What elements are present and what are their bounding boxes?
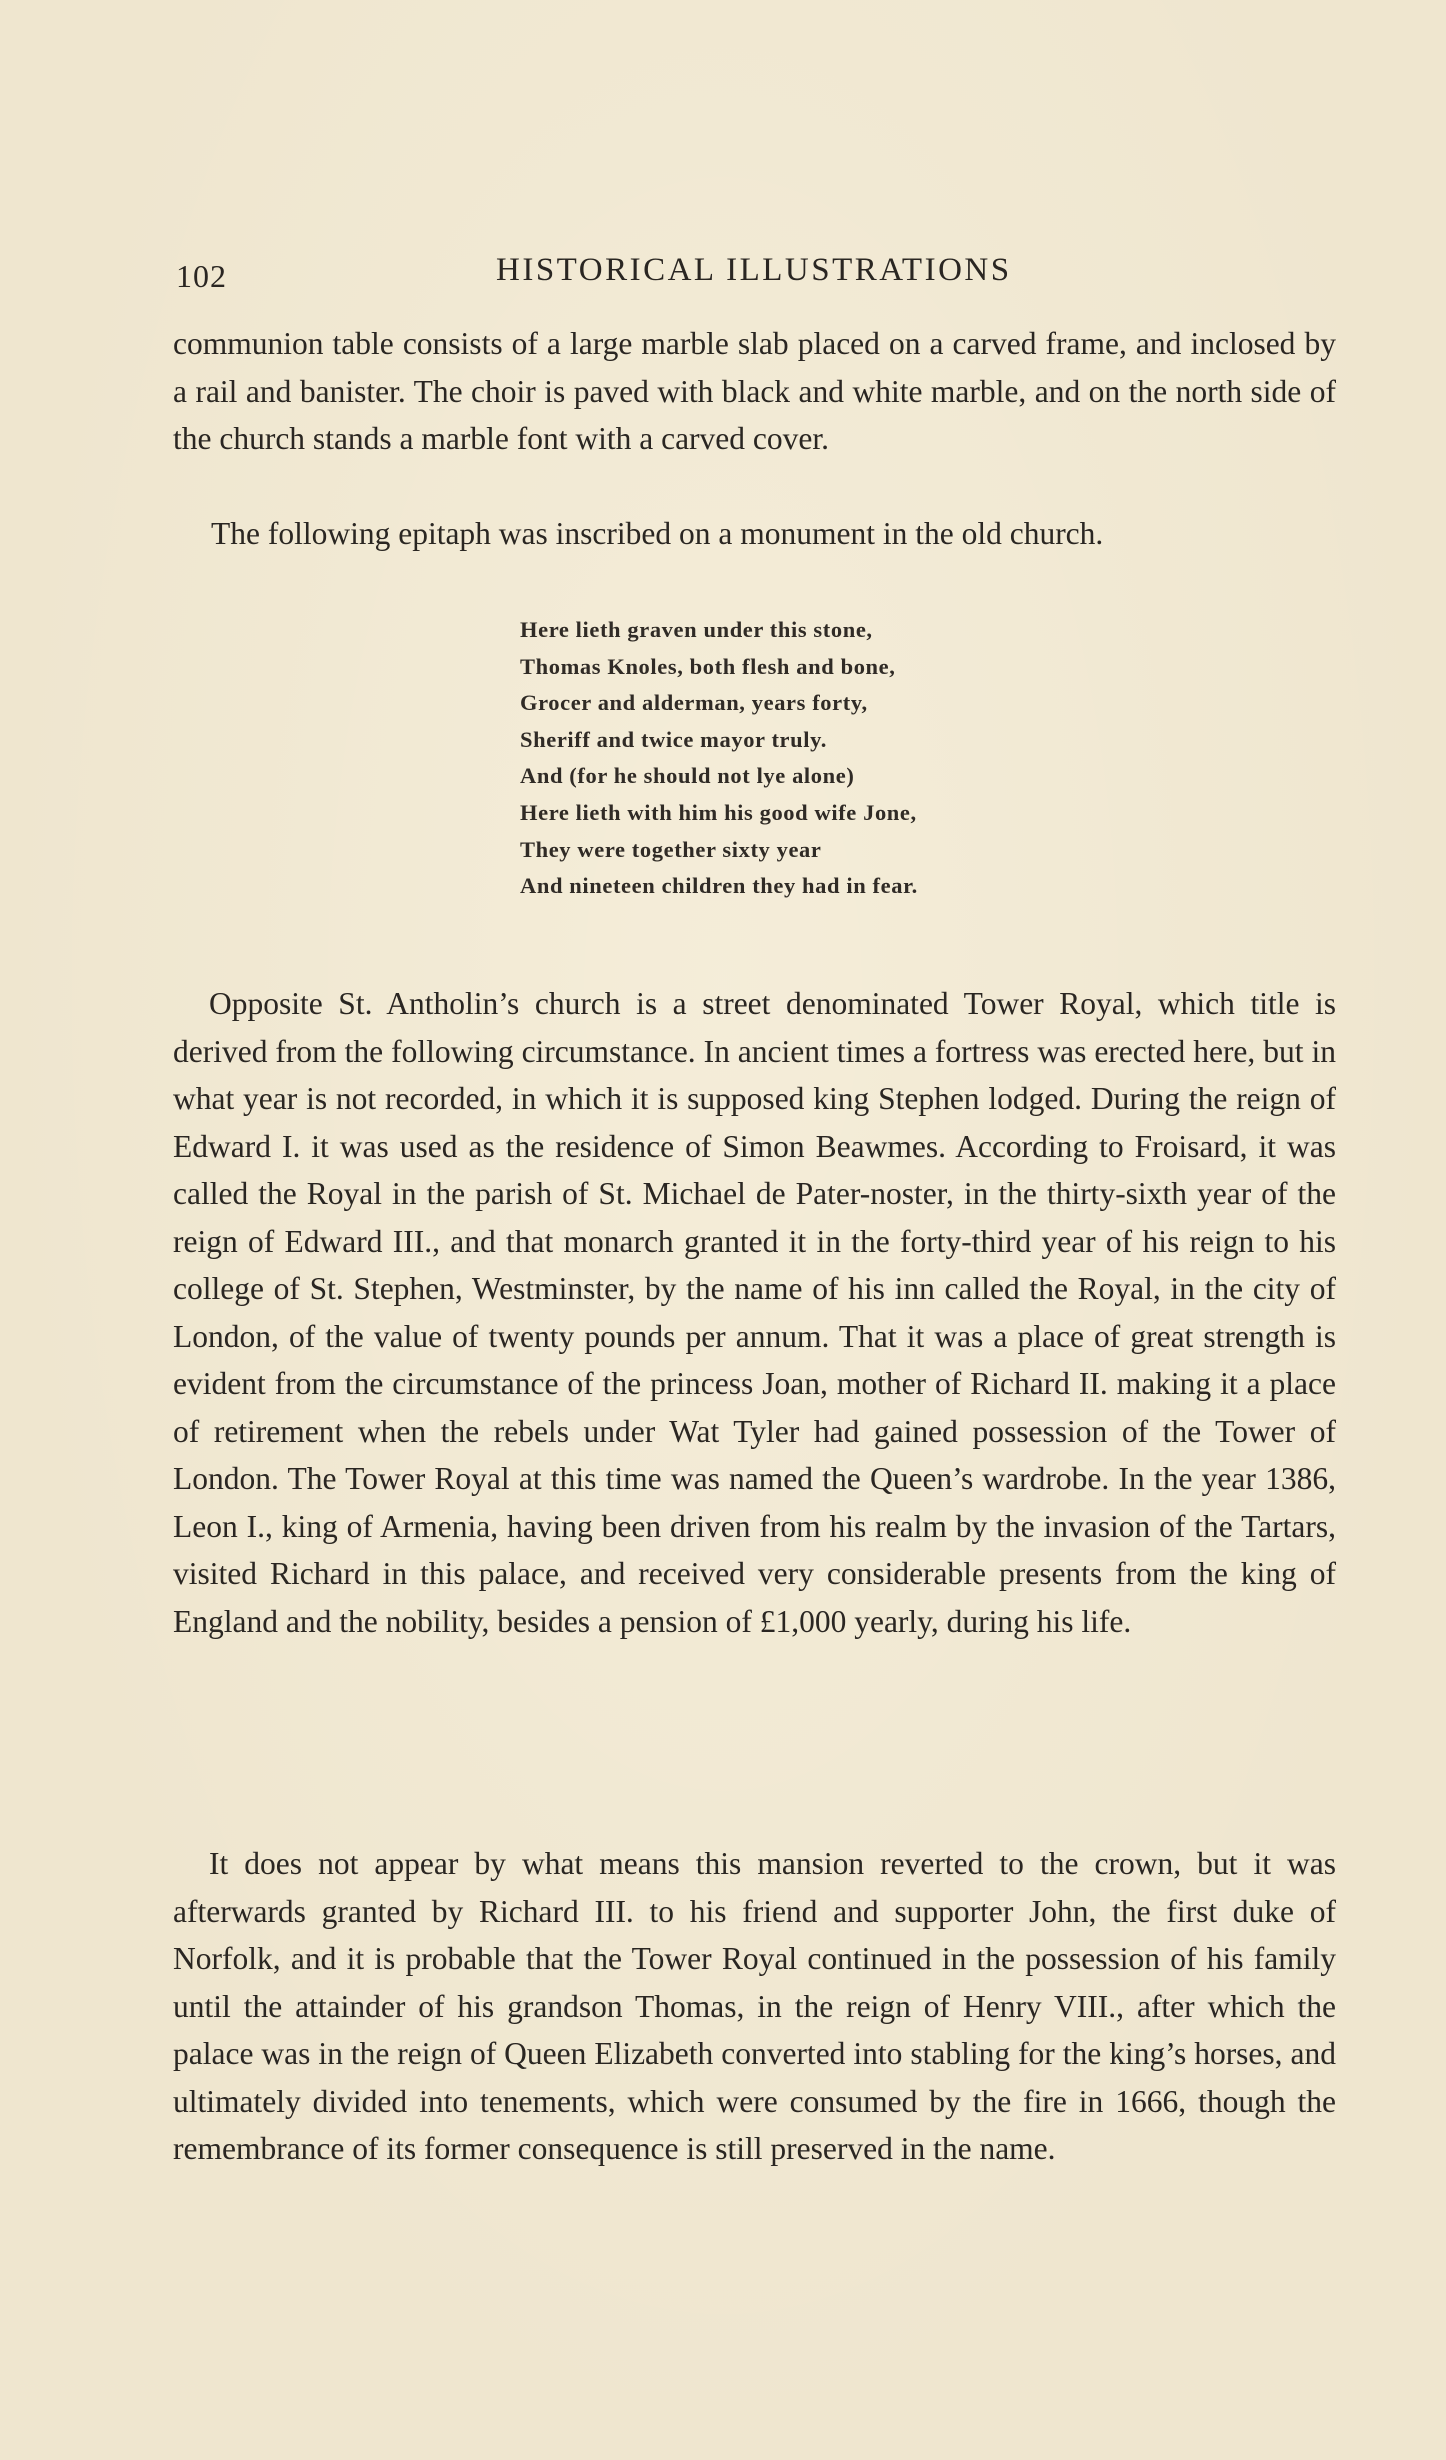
- running-head: HISTORICAL ILLUSTRATIONS: [496, 252, 1012, 288]
- epitaph-line: They were together sixty year: [520, 836, 822, 862]
- epitaph-line: Sheriff and twice mayor truly.: [520, 726, 827, 752]
- epitaph-line: Thomas Knoles, both flesh and bone,: [520, 653, 896, 679]
- epitaph-line: Grocer and alderman, years forty,: [520, 690, 868, 716]
- epitaph-verse: [520, 612, 1120, 905]
- epitaph-line: Here lieth graven under this stone,: [520, 617, 873, 642]
- page-header: [176, 252, 1336, 302]
- epitaph-line: And nineteen children they had in fear.: [520, 873, 918, 899]
- paragraph-tower-royal: Opposite St. Antholin’s church is a street denominated Tower Royal, which title is derived from the following circumstance. In ancient times a fortress was erected here, but in what year is not recorded, in which it is supposed king Stephen lodged. During the reign of Edward I. it was used as the residence of Simon Beawmes. According to Froisard, it was called the Royal in the parish of St. Michael de Pater-noster, in the thirty-sixth year of the reign of Edward III., and that monarch granted it in the forty-third year of his reign to his college of St. Stephen, Westminster, by the name of his inn called the Royal, in the city of London, of the value of twenty pounds per annum. That it was a place of great strength is evident from the circumstance of the princess Joan, mother of Richard II. making it a place of retirement when the rebels under Wat Tyler had gained possession of the Tower of London. The Tower Royal at this time was named the Queen’s wardrobe. In the year 1386, Leon I., king of Armenia, having been driven from his realm by the invasion of the Tartars, visited Richard in this palace, and received very considerable presents from the king of England and the nobility, besides a pension of £1,000 yearly, during his life.: [173, 986, 1336, 1639]
- paragraph-communion-table: communion table consists of a large marble slab placed on a carved frame, and inclosed by a rail and banister. The choir is paved with black and white marble, and on the north side of the church stands a marble font with a carved cover.: [173, 326, 1336, 456]
- epitaph-line: And (for he should not lye alone): [520, 763, 855, 789]
- page-number: 102: [176, 258, 227, 294]
- epitaph-line: Here lieth with him his good wife Jone,: [520, 799, 917, 825]
- paragraph-epitaph-intro: The following epitaph was inscribed on a monument in the old church.: [211, 516, 1104, 551]
- paragraph-mansion-reverted: It does not appear by what means this mansion reverted to the crown, but it was afterwards granted by Richard III. to his friend and supporter John, the first duke of Norfolk, and it is probable that the Tower Royal continued in the possession of his family until the attainder of his grandson Thomas, in the reign of Henry VIII., after which the palace was in the reign of Queen Elizabeth converted into stabling for the king’s horses, and ultimately divided into tenements, which were consumed by the fire in 1666, though the remembrance of its former consequence is still preserved in the name.: [173, 1846, 1336, 2166]
